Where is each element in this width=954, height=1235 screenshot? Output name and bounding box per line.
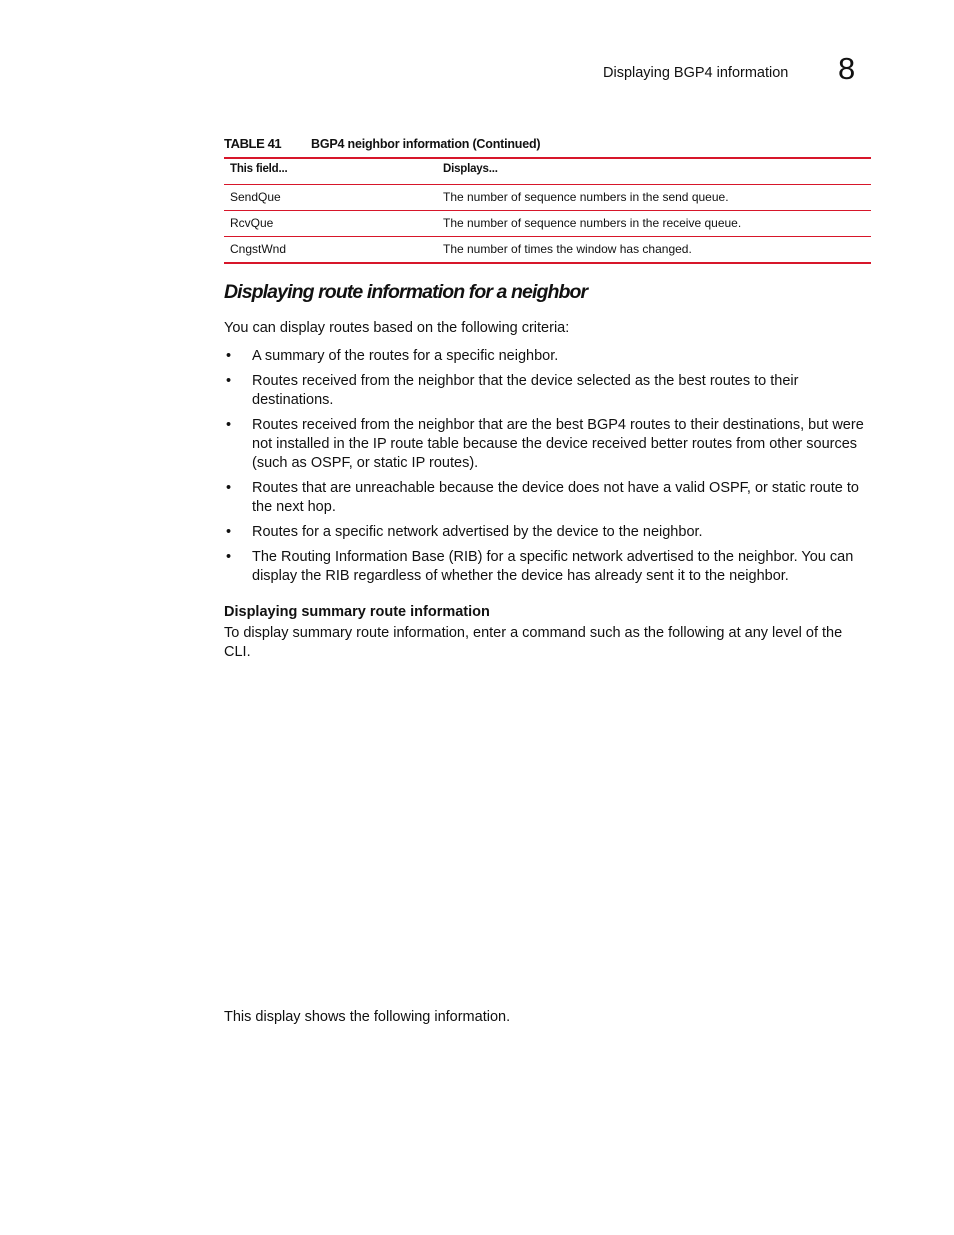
running-header-title: Displaying BGP4 information: [603, 65, 789, 81]
table-cell-field: CngstWnd: [224, 237, 437, 264]
bgp4-neighbor-table: [224, 157, 871, 264]
table-row: [224, 211, 871, 237]
table-cell-field: RcvQue: [224, 211, 437, 237]
table-cell-description: The number of sequence numbers in the send queue.: [437, 185, 871, 211]
subsection-body: To display summary route information, enter a command such as the following at any level of the CLI.: [224, 625, 843, 660]
list-item-text: The Routing Information Base (RIB) for a specific network advertised to the neighbor. You can display the RIB regardless of whether the device has already sent it to the neighbor.: [252, 549, 854, 584]
table-title: BGP4 neighbor information (Continued): [311, 137, 541, 151]
table-caption: [224, 136, 540, 151]
table-number: TABLE 41: [224, 136, 282, 151]
section-heading: Displaying route information for a neighbor: [224, 281, 588, 303]
list-item: [224, 479, 872, 517]
table-header-row: [224, 158, 871, 185]
list-item-text: Routes received from the neighbor that the device selected as the best routes to their destinations.: [252, 373, 799, 408]
list-item: [224, 548, 872, 586]
bullet-icon: •: [226, 348, 232, 364]
list-item-text: Routes that are unreachable because the device does not have a valid OSPF, or static route to the next hop.: [252, 480, 859, 515]
table-cell-description: The number of times the window has changed.: [437, 237, 871, 264]
bullet-icon: •: [226, 480, 232, 496]
table-cell-field: SendQue: [224, 185, 437, 211]
bullet-icon: •: [226, 549, 232, 565]
list-item: [224, 372, 872, 410]
table-row: [224, 237, 871, 264]
subsection-heading: Displaying summary route information: [224, 604, 490, 620]
column-header-field: This field...: [224, 158, 437, 185]
table-row: [224, 185, 871, 211]
footer-text: This display shows the following information.: [224, 1009, 511, 1025]
list-item: [224, 416, 872, 473]
table-cell-description: The number of sequence numbers in the receive queue.: [437, 211, 871, 237]
bullet-icon: •: [226, 524, 232, 540]
column-header-displays: Displays...: [437, 158, 871, 185]
list-item-text: Routes for a specific network advertised by the device to the neighbor.: [252, 524, 703, 540]
list-item-text: A summary of the routes for a specific neighbor.: [252, 348, 559, 364]
chapter-number: 8: [838, 51, 856, 86]
list-item-text: Routes received from the neighbor that are the best BGP4 routes to their destinations, but were not installed in the IP route table because the device received better routes from other sources (such as OSPF, or static IP routes).: [252, 417, 864, 471]
bullet-icon: •: [226, 373, 232, 389]
list-item: [224, 523, 872, 542]
criteria-list: [224, 347, 872, 592]
list-item: [224, 347, 872, 366]
section-intro: You can display routes based on the following criteria:: [224, 320, 570, 336]
bullet-icon: •: [226, 417, 232, 433]
